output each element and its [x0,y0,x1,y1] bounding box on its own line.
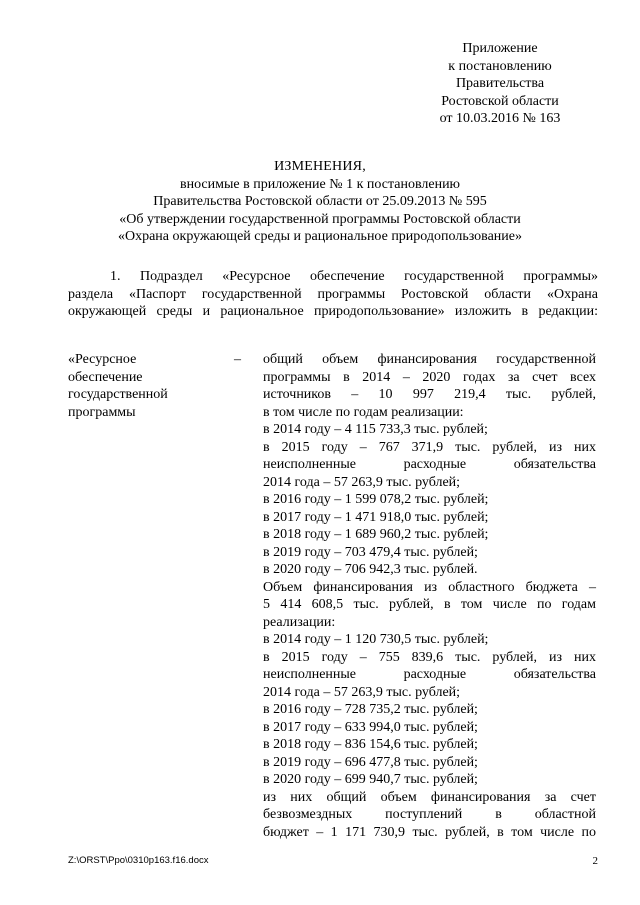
resource-line: в 2020 году – 699 940,7 тыс. рублей; [263,772,478,787]
paragraph-line: раздела «Паспорт государственной программы Ростовской области «Охрана [68,286,598,302]
resource-line: в 2015 году – 755 839,6 тыс. рублей, из них [263,649,596,665]
resource-text [263,351,596,841]
resource-label-line: государственной [68,387,168,402]
resource-line: в 2016 году – 1 599 078,2 тыс. рублей; [263,492,489,507]
appendix-line: Ростовской области [441,93,559,109]
resource-line: в 2018 году – 836 154,6 тыс. рублей; [263,737,478,752]
resource-line: 2014 года – 57 263,9 тыс. рублей; [263,684,461,700]
changes-heading [70,158,570,246]
resource-label-line: обеспечение [68,369,143,385]
resource-label [68,351,218,421]
changes-title: ИЗМЕНЕНИЯ, [274,159,366,174]
resource-line: 5 414 608,5 тыс. рублей, в том числе по годам [263,597,596,612]
resource-line: неисполненные расходные обязательства [263,457,596,472]
paragraph-line: окружающей среды и рациональное природопользование» изложить в редакции: [68,304,598,319]
resource-line: программы в 2014 – 2020 годах за счет всех [263,369,596,385]
resource-line: источников – 10 997 219,4 тыс. рублей, [263,387,596,402]
resource-line: 2014 года – 57 263,9 тыс. рублей; [263,474,461,490]
resource-line: реализации: [263,614,336,630]
resource-line: в 2014 году – 1 120 730,5 тыс. рублей; [263,632,489,647]
resource-line: в 2017 году – 633 994,0 тыс. рублей; [263,719,478,735]
file-path: Z:\ORST\Ppo\0310p163.f16.docx [68,855,209,866]
changes-line: вносимые в приложение № 1 к постановлению [179,176,461,192]
resource-line: в 2019 году – 696 477,8 тыс. рублей; [263,754,478,770]
resource-line: безвозмездных поступлений в областной [263,807,596,822]
resource-line: бюджет – 1 171 730,9 тыс. рублей, в том числе по [263,824,596,840]
resource-line: в 2015 году – 767 371,9 тыс. рублей, из них [263,439,596,455]
paragraph-line: 1. Подраздел «Ресурсное обеспечение государственной программы» [110,269,598,284]
resource-line: в 2018 году – 1 689 960,2 тыс. рублей; [263,527,489,542]
resource-line: в том числе по годам реализации: [263,404,464,420]
resource-line: в 2014 году – 4 115 733,3 тыс. рублей; [263,422,488,437]
changes-line: «Охрана окружающей среды и рациональное природопользование» [117,229,522,244]
resource-line: в 2016 году – 728 735,2 тыс. рублей; [263,702,478,717]
appendix-line: Правительства [455,76,545,91]
resource-line: неисполненные расходные обязательства [263,667,596,682]
resource-line: в 2017 году – 1 471 918,0 тыс. рублей; [263,509,489,525]
paragraph-1 [68,268,598,321]
appendix-line: к постановлению [448,58,552,74]
resource-label-line: «Ресурсное [68,352,137,367]
resource-line: Объем финансирования из областного бюджета – [263,579,596,595]
changes-line: Правительства Ростовской области от 25.09.2013 № 595 [153,194,487,209]
resource-line: общий объем финансирования государственной [263,352,596,367]
resource-dash: – [234,352,241,367]
appendix-line: Приложение [462,41,538,56]
resource-line: из них общий объем финансирования за счет [263,789,596,805]
resource-label-line: программы [68,404,136,420]
resource-line: в 2019 году – 703 479,4 тыс. рублей; [263,544,478,560]
page-number: 2 [592,855,598,867]
appendix-line: от 10.03.2016 № 163 [439,111,561,126]
resource-line: в 2020 году – 706 942,3 тыс. рублей. [263,562,478,577]
appendix-header [415,40,585,128]
changes-line: «Об утверждении государственной программы Ростовской области [119,211,521,227]
